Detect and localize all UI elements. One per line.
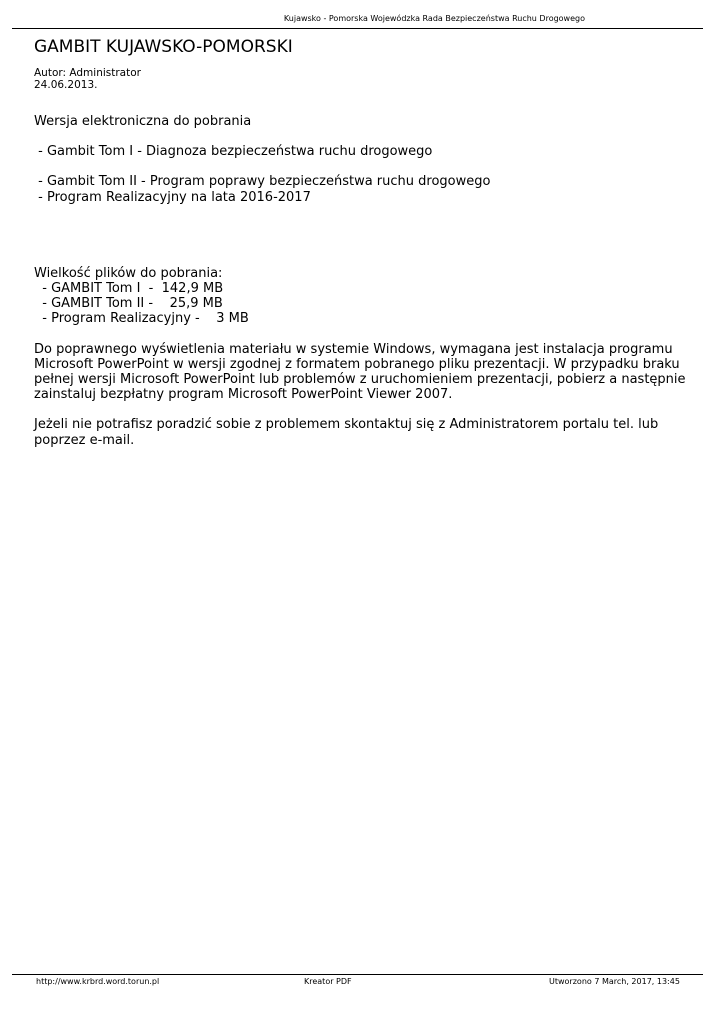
page-title: GAMBIT KUJAWSKO-POMORSKI [34,37,293,57]
footer-created-timestamp: Utworzono 7 March, 2017, 13:45 [549,977,680,986]
footer-divider [12,974,703,975]
header-divider [12,28,703,29]
footer-url-link[interactable]: http://www.krbrd.word.torun.pl [36,977,160,986]
size-item-program: - Program Realizacyjny - 3 MB [34,311,249,327]
author-line: Autor: Administrator [34,67,141,79]
sizes-heading: Wielkość plików do pobrania: [34,265,223,281]
download-link-program[interactable]: - Program Realizacyjny na lata 2016-2017 [34,189,311,205]
publish-date: 24.06.2013. [34,79,98,91]
download-link-tom2[interactable]: - Gambit Tom II - Program poprawy bezpieczeństwa ruchu drogowego [34,174,491,190]
windows-instructions: Do poprawnego wyświetlenia materiału w systemie Windows, wymagana jest instalacja programu Microsoft PowerPoint w wersji zgodnej z formatem pobranego pliku prezentacji. W przypadku braku pełnej wersji Microsoft PowerPoint lub problemów z uruchomieniem prezentacji, pobierz a następnie zainstaluj bezpłatny program Microsoft PowerPoint Viewer 2007. [34,341,686,403]
size-item-tom2: - GAMBIT Tom II - 25,9 MB [34,296,223,312]
size-item-tom1: - GAMBIT Tom I - 142,9 MB [34,281,224,297]
intro-text: Wersja elektroniczna do pobrania [34,114,252,129]
contact-instructions: Jeżeli nie potrafisz poradzić sobie z problemem skontaktuj się z Administratorem portalu tel. lub poprzez e-mail. [34,417,659,448]
article-meta [34,67,141,91]
article-body [34,114,694,448]
download-link-tom1[interactable]: - Gambit Tom I - Diagnoza bezpieczeństwa ruchu drogowego [34,144,433,160]
running-header: Kujawsko - Pomorska Wojewódzka Rada Bezpieczeństwa Ruchu Drogowego [283,14,585,23]
footer-generator: Kreator PDF [304,977,352,986]
